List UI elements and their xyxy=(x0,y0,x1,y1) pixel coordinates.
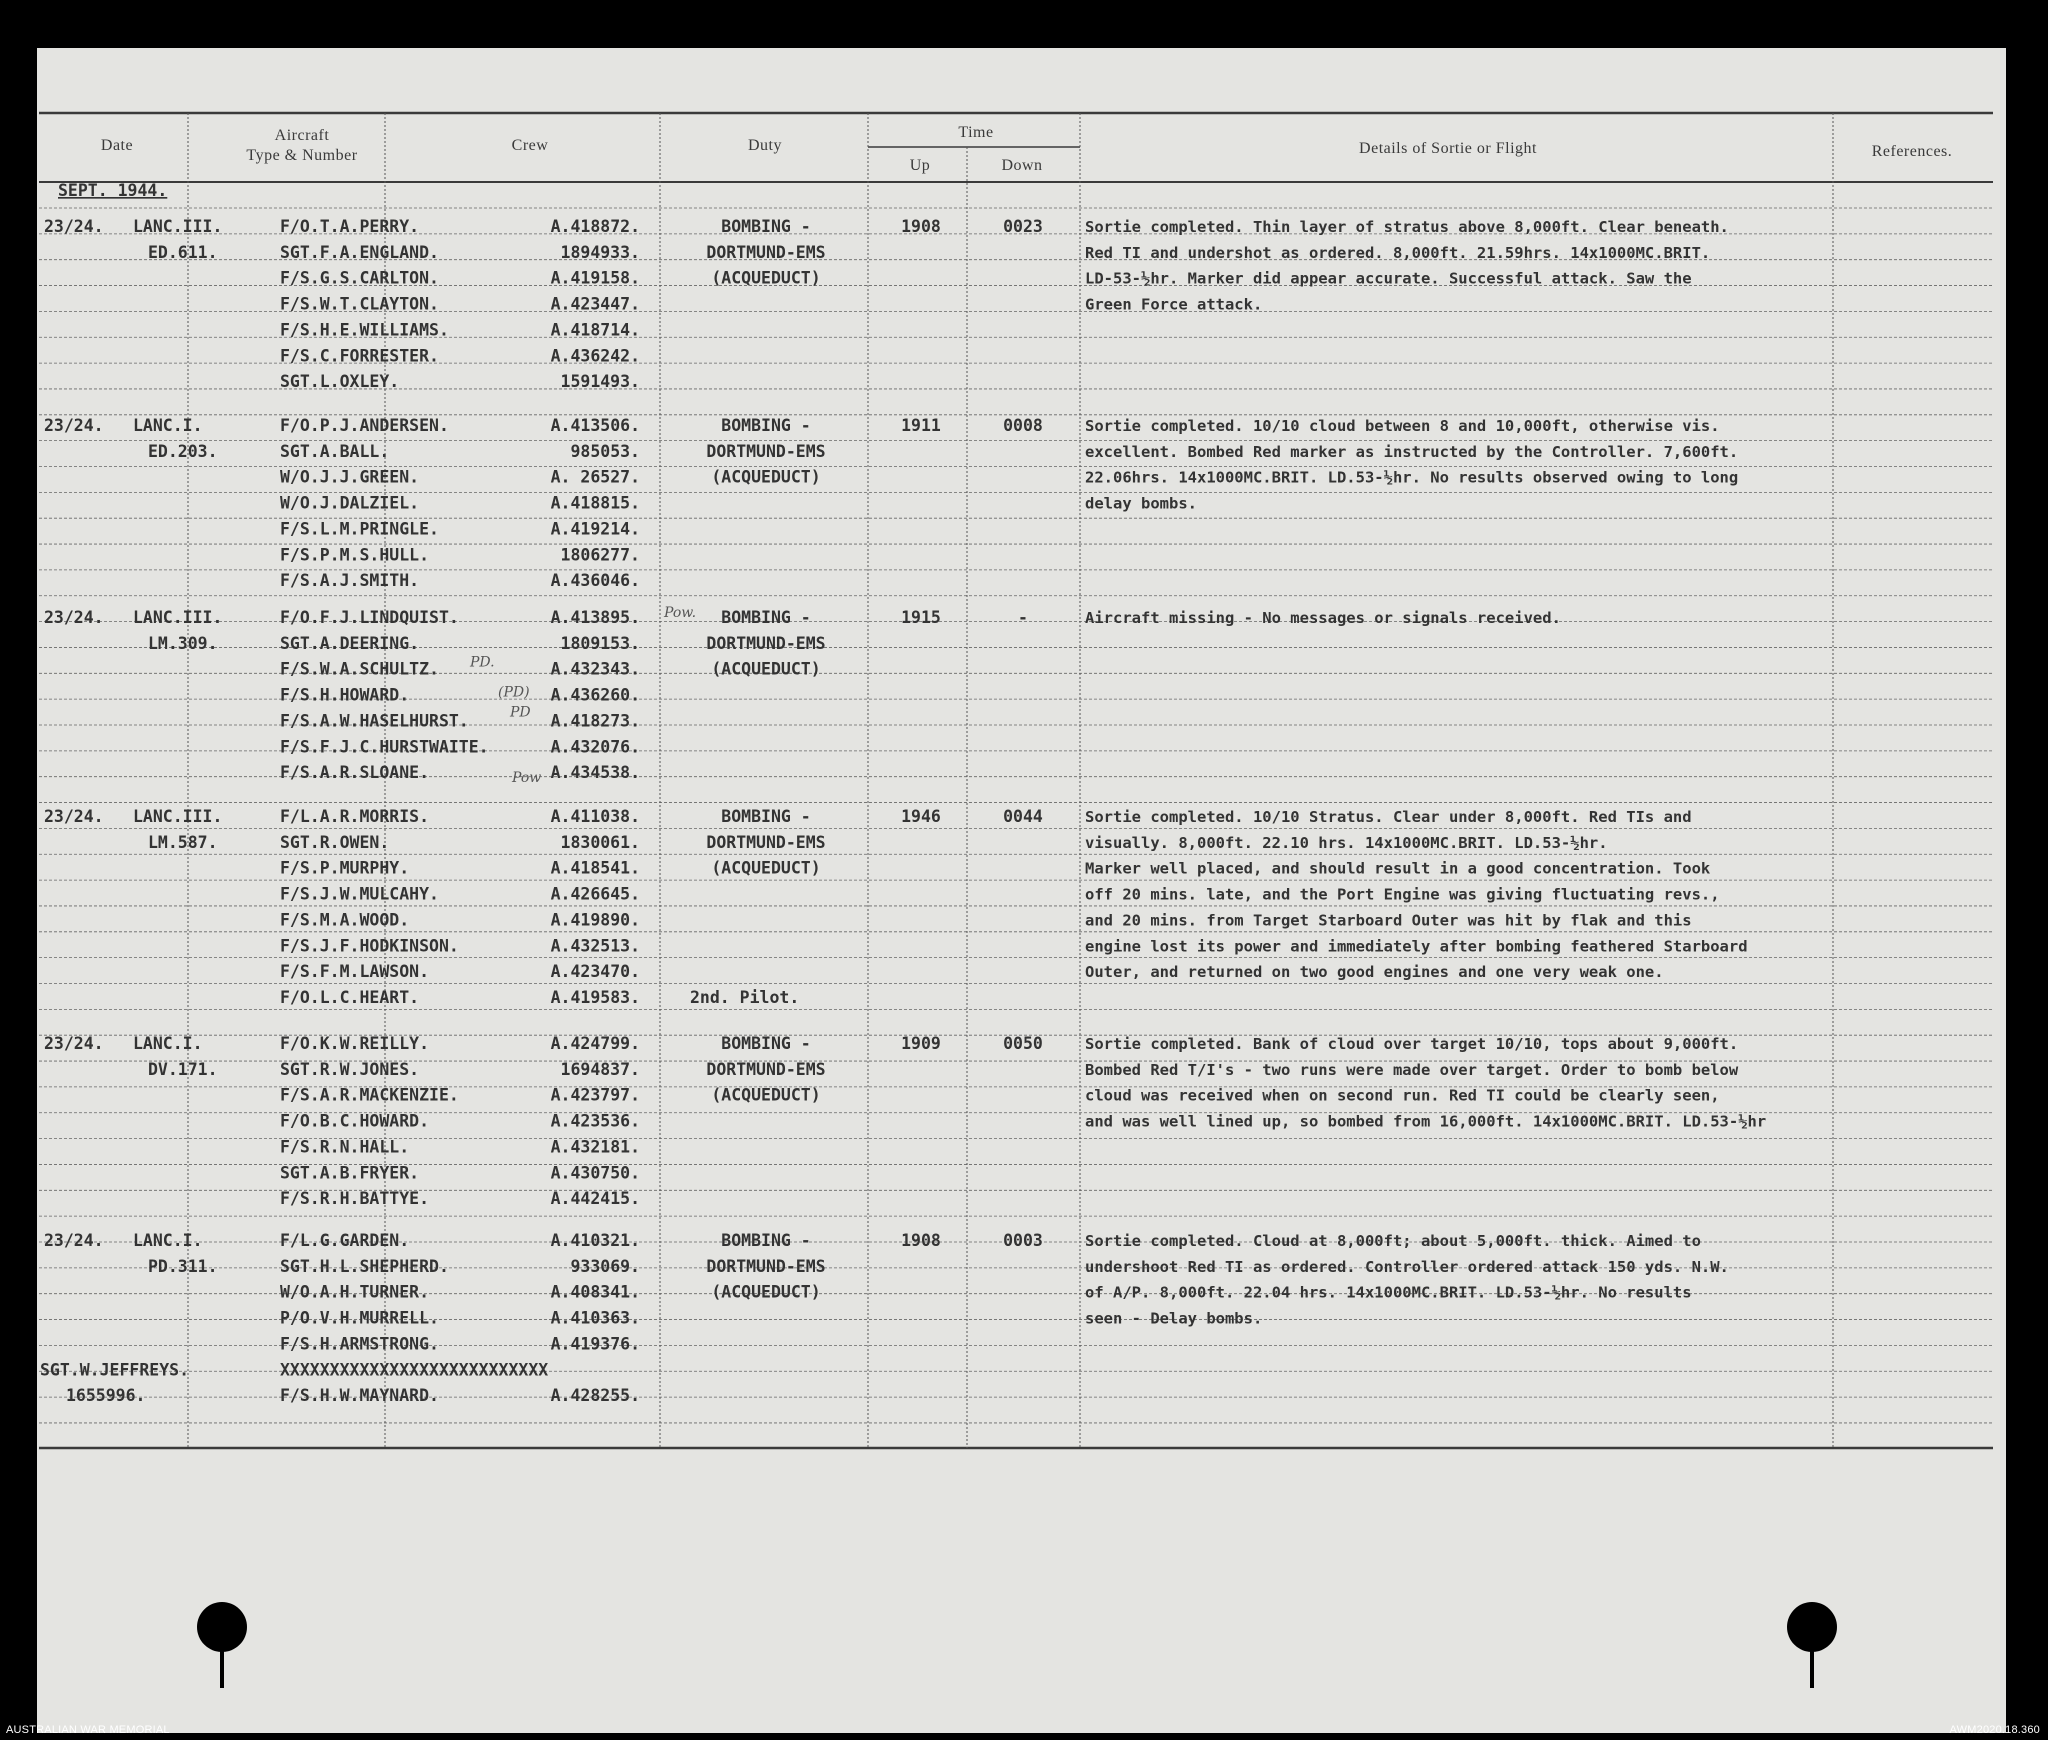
details-line: cloud was received when on second run. Red TI could be clearly seen, xyxy=(1085,1086,1720,1105)
details-line: seen - Delay bombs. xyxy=(1085,1309,1263,1328)
crew-name: F/S.L.M.PRINGLE. xyxy=(280,519,439,539)
duty-line: (ACQUEDUCT) xyxy=(711,1282,821,1302)
crew-number: 1894933. xyxy=(560,242,640,262)
duty-line: (ACQUEDUCT) xyxy=(711,1085,821,1105)
crew-name: F/S.P.M.S.HULL. xyxy=(280,545,430,565)
crew-name: F/O.B.C.HOWARD. xyxy=(280,1111,430,1131)
duty-line: DORTMUND-EMS xyxy=(706,441,826,461)
crew-name: F/O.T.A.PERRY. xyxy=(280,217,420,236)
crew-name: F/S.G.S.CARLTON. xyxy=(280,268,439,288)
details-line: excellent. Bombed Red marker as instructed by the Controller. 7,600ft. xyxy=(1085,442,1739,461)
time-down: 0044 xyxy=(1003,807,1043,826)
header-time: Time xyxy=(958,124,994,141)
time-up: 1946 xyxy=(901,807,941,826)
crew-number: A.418273. xyxy=(550,711,640,731)
crew-number: A.436260. xyxy=(550,685,640,705)
time-up: 1909 xyxy=(901,1034,941,1053)
crew-name: W/O.A.H.TURNER. xyxy=(280,1282,430,1302)
header-aircraft-line2: Type & Number xyxy=(246,147,358,164)
details-line: off 20 mins. late, and the Port Engine was giving fluctuating revs., xyxy=(1085,885,1720,904)
crew-name: F/S.P.MURPHY. xyxy=(280,858,410,878)
crew-name: SGT.L.OXLEY. xyxy=(280,372,400,392)
details-line: LD-53-½hr. Marker did appear accurate. Successful attack. Saw the xyxy=(1085,269,1692,288)
crew-name: F/S.J.F.HODKINSON. xyxy=(280,936,459,956)
crew-name: F/S.H.ARMSTRONG. xyxy=(280,1334,439,1354)
crew-number: A.423797. xyxy=(550,1085,640,1105)
header-date: Date xyxy=(100,137,134,154)
crew-number: A.432343. xyxy=(550,659,640,679)
duty-line: BOMBING - xyxy=(721,608,811,627)
sortie-date: 23/24. xyxy=(44,416,104,435)
crew-number: A.436242. xyxy=(550,346,640,366)
duty-line: DORTMUND-EMS xyxy=(706,1059,826,1079)
crew-number: 1809153. xyxy=(560,633,640,653)
crew-number: A.419158. xyxy=(550,268,640,288)
crew-name: F/S.J.W.MULCAHY. xyxy=(280,884,439,904)
crew-name: F/S.A.J.SMITH. xyxy=(280,571,420,591)
duty-line: DORTMUND-EMS xyxy=(706,242,826,262)
aircraft-number: ED.203. xyxy=(148,441,218,461)
crew-name: SGT.A.DEERING. xyxy=(280,633,420,653)
crew-name: F/S.C.FORRESTER. xyxy=(280,346,439,366)
details-line: Aircraft missing - No messages or signals received. xyxy=(1085,609,1561,627)
details-line: delay bombs. xyxy=(1085,494,1197,513)
binder-slot-left xyxy=(220,1648,224,1688)
header-references: References. xyxy=(1871,143,1953,160)
crew-number: 1591493. xyxy=(560,372,640,392)
crew-number: A.410321. xyxy=(550,1231,640,1250)
duty-line: (ACQUEDUCT) xyxy=(711,858,821,878)
crew-number: A.436046. xyxy=(550,571,640,591)
crew-number: A. 26527. xyxy=(550,467,640,487)
header-crew: Crew xyxy=(511,137,549,154)
crew-name: F/S.A.W.HASELHURST. xyxy=(280,711,469,731)
details-line: Red TI and undershot as ordered. 8,000ft. 21.59hrs. 14x1000MC.BRIT. xyxy=(1085,243,1711,262)
aircraft-type: LANC.I. xyxy=(133,1034,203,1053)
crew-name: SGT.A.BALL. xyxy=(280,441,390,461)
details-line: of A/P. 8,000ft. 22.04 hrs. 14x1000MC.BRIT. LD.53-½hr. No results xyxy=(1085,1283,1692,1302)
duty-line: DORTMUND-EMS xyxy=(706,832,826,852)
duty-line: BOMBING - xyxy=(721,807,811,826)
aircraft-number: ED.611. xyxy=(148,242,218,262)
crew-name: F/S.M.A.WOOD. xyxy=(280,910,410,930)
crew-number: 933069. xyxy=(570,1256,640,1276)
crew-name: F/L.A.R.MORRIS. xyxy=(280,807,430,826)
crew-number: A.442415. xyxy=(550,1189,640,1209)
crew-number: A.423447. xyxy=(550,294,640,314)
crew-number: 1830061. xyxy=(560,832,640,852)
time-up: 1915 xyxy=(901,608,941,627)
crew-name: F/O.L.C.HEART. xyxy=(280,987,420,1007)
crew-name: F/S.R.H.BATTYE. xyxy=(280,1189,430,1209)
crew-number: 1694837. xyxy=(560,1059,640,1079)
details-line: engine lost its power and immediately after bombing feathered Starboard xyxy=(1085,937,1748,956)
crew-name: F/O.P.J.ANDERSEN. xyxy=(280,416,449,435)
details-line: Bombed Red T/I's - two runs were made over target. Order to bomb below xyxy=(1085,1060,1739,1079)
sortie-date: 23/24. xyxy=(44,1034,104,1053)
sortie-date: 23/24. xyxy=(44,608,104,627)
time-down: 0008 xyxy=(1003,416,1043,435)
archive-reference: AWM2020.18.360 xyxy=(1949,1724,2040,1736)
binder-slot-right xyxy=(1810,1648,1814,1688)
crew-number: A.432513. xyxy=(550,936,640,956)
crew-name: F/S.F.J.C.HURSTWAITE. xyxy=(280,737,489,757)
crew-name: SGT.F.A.ENGLAND. xyxy=(280,242,439,262)
header-duty: Duty xyxy=(748,137,782,154)
aircraft-type: LANC.III. xyxy=(133,217,223,236)
crew-name: F/S.R.N.HALL. xyxy=(280,1137,410,1157)
time-up: 1908 xyxy=(901,1231,941,1250)
header-aircraft-line1: Aircraft xyxy=(274,127,330,144)
header-details: Details of Sortie or Flight xyxy=(1359,140,1537,157)
handwritten-annotation: (PD) xyxy=(498,684,530,701)
time-down: 0050 xyxy=(1003,1034,1043,1053)
time-up: 1908 xyxy=(901,217,941,236)
header-time-down: Down xyxy=(1001,157,1043,174)
crew-number: 985053. xyxy=(570,441,640,461)
archive-caption: AUSTRALIAN WAR MEMORIAL xyxy=(6,1724,170,1736)
duty-line: (ACQUEDUCT) xyxy=(711,467,821,487)
duty-line: (ACQUEDUCT) xyxy=(711,659,821,679)
crew-number: A.432076. xyxy=(550,737,640,757)
handwritten-annotation: PD xyxy=(510,704,531,721)
crew-number: A.418714. xyxy=(550,320,640,340)
duty-line: DORTMUND-EMS xyxy=(706,1256,826,1276)
crew-number: A.418541. xyxy=(550,858,640,878)
crew-name: SGT.H.L.SHEPHERD. xyxy=(280,1256,449,1276)
details-line: 22.06hrs. 14x1000MC.BRIT. LD.53-½hr. No results observed owing to long xyxy=(1085,468,1739,487)
crew-number: A.419376. xyxy=(550,1334,640,1354)
handwritten-annotation: Pow xyxy=(512,770,542,787)
crew-name: W/O.J.DALZIEL. xyxy=(280,493,420,513)
crew-name: F/S.W.T.CLAYTON. xyxy=(280,294,439,314)
details-line: Sortie completed. Thin layer of stratus above 8,000ft. Clear beneath. xyxy=(1085,218,1729,236)
binder-hole-left xyxy=(197,1602,247,1652)
crew-number: A.423536. xyxy=(550,1111,640,1131)
crew-name: F/S.H.HOWARD. xyxy=(280,685,410,705)
crew-name: F/S.F.M.LAWSON. xyxy=(280,962,430,982)
sortie-date: 23/24. xyxy=(44,807,104,826)
details-line: Marker well placed, and should result in a good concentration. Took xyxy=(1085,859,1711,878)
aircraft-type: LANC.III. xyxy=(133,807,223,826)
details-line: visually. 8,000ft. 22.10 hrs. 14x1000MC.BRIT. LD.53-½hr. xyxy=(1085,833,1608,852)
handwritten-annotation: Pow. xyxy=(664,605,697,621)
duty-line: (ACQUEDUCT) xyxy=(711,268,821,288)
crew-name: SGT.A.B.FRYER. xyxy=(280,1163,420,1183)
crew-number: A.432181. xyxy=(550,1137,640,1157)
crew-name: F/O.K.W.REILLY. xyxy=(280,1034,430,1053)
crew-number: A.413506. xyxy=(550,416,640,435)
crew-name: W/O.J.J.GREEN. xyxy=(280,467,420,487)
crew-name: P/O.V.H.MURRELL. xyxy=(280,1308,439,1328)
crew-number: A.408341. xyxy=(550,1282,640,1302)
crew-number: A.419583. xyxy=(550,987,640,1007)
duty-line: BOMBING - xyxy=(721,1034,811,1053)
crew-name: SGT.R.OWEN. xyxy=(280,832,390,852)
duty-line: BOMBING - xyxy=(721,217,811,236)
details-line: Sortie completed. Cloud at 8,000ft; about 5,000ft. thick. Aimed to xyxy=(1085,1232,1701,1250)
crew-number: A.424799. xyxy=(550,1034,640,1053)
crew-number: A.419214. xyxy=(550,519,640,539)
crew-number: A.430750. xyxy=(550,1163,640,1183)
aircraft-number: LM.587. xyxy=(148,832,218,852)
aircraft-type: LANC.I. xyxy=(133,1231,203,1250)
crew-note: 2nd. Pilot. xyxy=(690,987,800,1007)
crew-number: A.434538. xyxy=(550,763,640,783)
aircraft-number: LM.309. xyxy=(148,633,218,653)
details-line: Outer, and returned on two good engines and one very weak one. xyxy=(1085,963,1664,982)
duty-line: BOMBING - xyxy=(721,1231,811,1250)
crew-name: F/S.H.W.MAYNARD. xyxy=(280,1386,439,1406)
details-line: Green Force attack. xyxy=(1085,295,1263,314)
replacement-crew-name: SGT.W.JEFFREYS. xyxy=(40,1360,190,1380)
crew-name: F/S.A.R.SLOANE. xyxy=(280,763,430,783)
crew-name: XXXXXXXXXXXXXXXXXXXXXXXXXXX xyxy=(280,1360,549,1380)
crew-number: 1806277. xyxy=(560,545,640,565)
crew-number: A.418872. xyxy=(550,217,640,236)
details-line: and was well lined up, so bombed from 16,000ft. 14x1000MC.BRIT. LD.53-½hr xyxy=(1085,1112,1767,1131)
crew-number: A.419890. xyxy=(550,910,640,930)
crew-name: SGT.R.W.JONES. xyxy=(280,1059,420,1079)
aircraft-number: PD.311. xyxy=(148,1256,218,1276)
replacement-crew-number: 1655996. xyxy=(66,1386,146,1406)
aircraft-type: LANC.I. xyxy=(133,416,203,435)
details-line: and 20 mins. from Target Starboard Outer was hit by flak and this xyxy=(1085,911,1692,930)
time-down: 0023 xyxy=(1003,217,1043,236)
details-line: Sortie completed. Bank of cloud over target 10/10, tops about 9,000ft. xyxy=(1085,1035,1739,1053)
crew-name: F/S.H.E.WILLIAMS. xyxy=(280,320,449,340)
crew-name: F/L.G.GARDEN. xyxy=(280,1231,410,1250)
crew-number: A.413895. xyxy=(550,608,640,627)
handwritten-annotation: PD. xyxy=(470,654,495,671)
crew-number: A.410363. xyxy=(550,1308,640,1328)
month-heading: SEPT. 1944. xyxy=(58,181,168,200)
duty-line: DORTMUND-EMS xyxy=(706,633,826,653)
aircraft-type: LANC.III. xyxy=(133,608,223,627)
details-line: Sortie completed. 10/10 Stratus. Clear under 8,000ft. Red TIs and xyxy=(1085,808,1692,826)
sortie-date: 23/24. xyxy=(44,1231,104,1250)
time-down: - xyxy=(1018,608,1028,627)
crew-name: F/S.W.A.SCHULTZ. xyxy=(280,659,439,679)
crew-number: A.426645. xyxy=(550,884,640,904)
binder-hole-right xyxy=(1787,1602,1837,1652)
crew-number: A.423470. xyxy=(550,962,640,982)
sortie-date: 23/24. xyxy=(44,217,104,236)
aircraft-number: DV.171. xyxy=(148,1059,218,1079)
crew-name: F/S.A.R.MACKENZIE. xyxy=(280,1085,459,1105)
crew-number: A.418815. xyxy=(550,493,640,513)
duty-line: BOMBING - xyxy=(721,416,811,435)
details-line: undershoot Red TI as ordered. Controller ordered attack 150 yds. N.W. xyxy=(1085,1257,1729,1276)
details-line: Sortie completed. 10/10 cloud between 8 and 10,000ft, otherwise vis. xyxy=(1085,417,1720,435)
time-up: 1911 xyxy=(901,416,941,435)
time-down: 0003 xyxy=(1003,1231,1043,1250)
crew-number: A.411038. xyxy=(550,807,640,826)
crew-name: F/O.F.J.LINDQUIST. xyxy=(280,608,459,627)
header-time-up: Up xyxy=(909,157,931,174)
crew-number: A.428255. xyxy=(550,1386,640,1406)
